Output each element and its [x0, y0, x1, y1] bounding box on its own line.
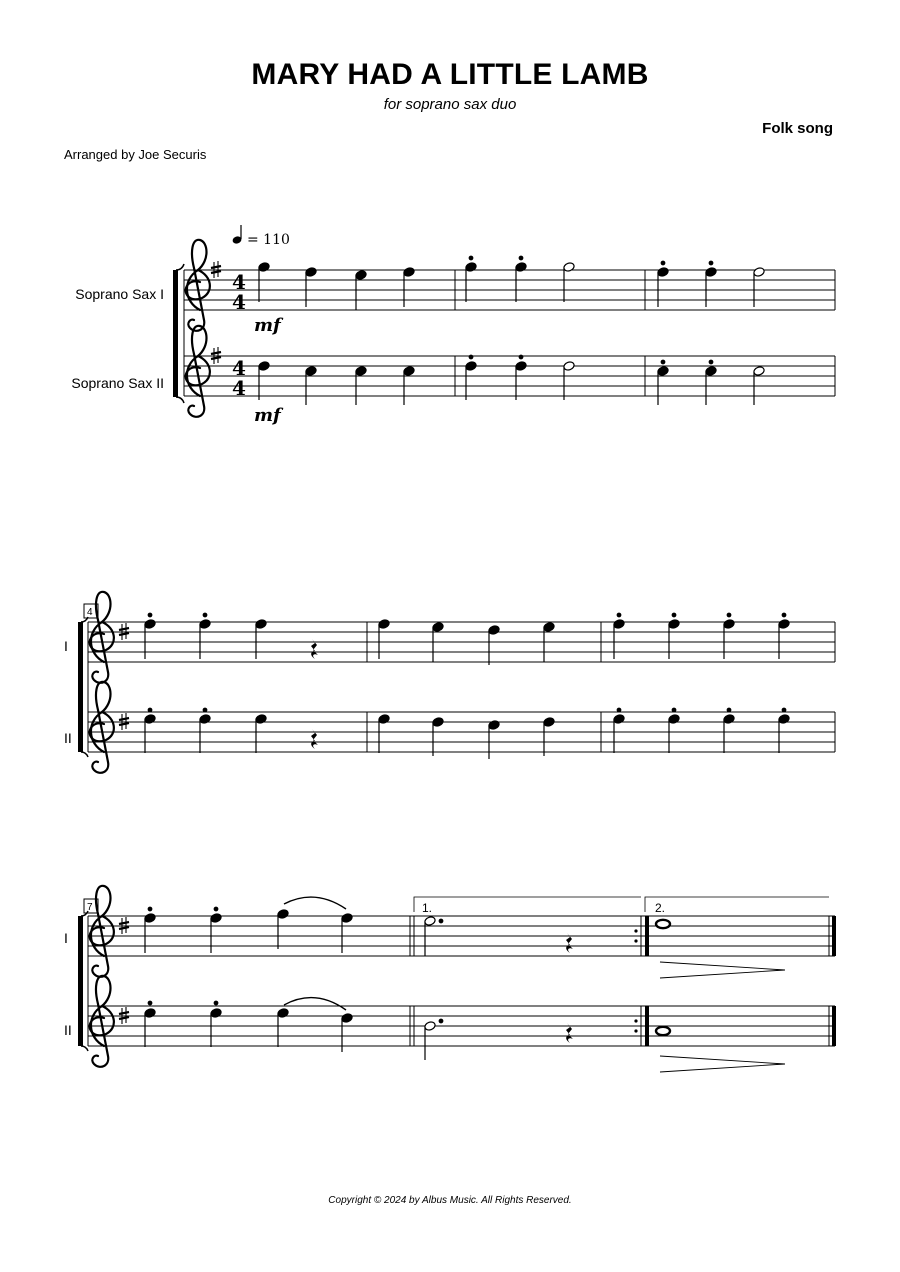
treble-clef-icon [186, 326, 210, 417]
part-label-short-2b: II [64, 1022, 72, 1038]
system-2 [78, 592, 835, 773]
part-label-short-2: II [64, 730, 72, 746]
part-label-short-1b: I [64, 930, 68, 946]
score-title: MARY HAD A LITTLE LAMB [251, 58, 649, 91]
treble-clef-icon [90, 976, 114, 1067]
volta-first-ending: 1. [422, 901, 433, 915]
score-subtitle: for soprano sax duo [383, 96, 517, 113]
whole-note [656, 920, 670, 928]
system-3 [78, 886, 836, 1072]
time-signature-top: 4 [232, 356, 246, 380]
decrescendo-hairpin [660, 962, 785, 978]
tempo-mark: = 110 [247, 232, 290, 248]
treble-clef-icon [186, 240, 210, 331]
whole-note [656, 1027, 670, 1035]
copyright-notice: Copyright © 2024 by Albus Music. All Rights Reserved. [328, 1195, 572, 1206]
decrescendo-hairpin [660, 1056, 785, 1072]
dynamic-mf: mf [254, 315, 281, 336]
treble-clef-icon [90, 682, 114, 773]
part-label-short-1: I [64, 638, 68, 654]
system-1 [173, 225, 835, 426]
measure-number-4: 4 [87, 607, 93, 618]
time-signature-top: 4 [232, 270, 246, 294]
time-signature-bottom: 4 [232, 376, 246, 400]
dynamic-mf: mf [254, 405, 281, 426]
part-label-soprano-sax-1: Soprano Sax I [75, 286, 164, 302]
measure-number-7: 7 [87, 902, 93, 913]
composer-credit: Folk song [762, 120, 833, 137]
time-signature-bottom: 4 [232, 290, 246, 314]
volta-second-ending: 2. [655, 901, 666, 915]
part-label-soprano-sax-2: Soprano Sax II [71, 375, 164, 391]
arranger-credit: Arranged by Joe Securis [64, 147, 207, 162]
treble-clef-icon [90, 592, 114, 683]
